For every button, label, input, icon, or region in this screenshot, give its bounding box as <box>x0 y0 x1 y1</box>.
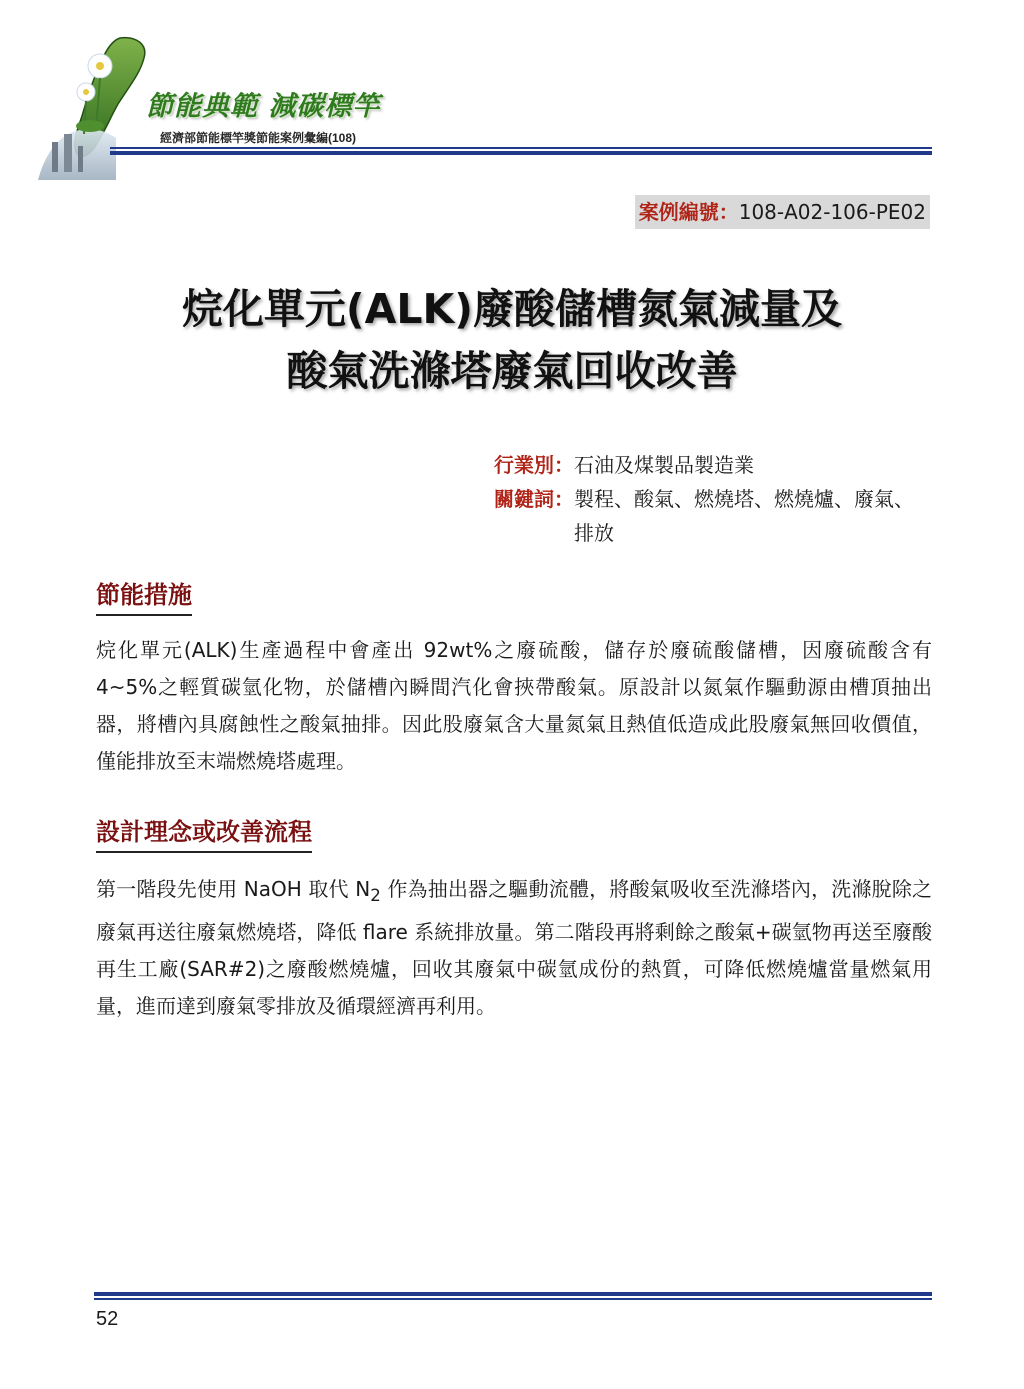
logo-subtitle: 經濟部節能標竿獎節能案例彙編(108) <box>160 131 357 145</box>
case-number-label: 案例編號： <box>638 200 739 224</box>
case-number-value: 108-A02-106-PE02 <box>738 200 926 224</box>
design-body-part-1: 第一階段先使用 NaOH 取代 N <box>96 877 371 901</box>
industry-value: 石油及煤製品製造業 <box>574 453 754 477</box>
header-rule <box>110 147 932 155</box>
case-number-badge <box>635 195 930 229</box>
industry-label: 行業別： <box>494 453 574 477</box>
industry-row <box>494 448 924 482</box>
design-body-part-2: 作為抽出器之驅動流體，將酸氣吸收至洗滌塔內，洗滌脫除之廢氣再送往廢氣燃燒塔，降低 flare 系統排放量。第二階段再將剩餘之酸氣+碳氫物再送至廢酸再生工廠(SAR#2)之廢酸燃燒爐，回收其廢氣中碳氫成份的熱質，可降低燃燒爐當量燃氣用量，進而達到廢氣零排放及循環經濟再利用。 <box>96 877 933 1018</box>
section-heading-energy-measures: 節能措施 <box>96 578 192 616</box>
logo-title: 節能典範 減碳標竿 <box>146 91 381 122</box>
keywords-label: 關鍵詞： <box>494 487 574 511</box>
keywords-value: 製程、酸氣、燃燒塔、燃燒爐、廢氣、排放 <box>574 487 914 545</box>
page-title-line-1: 烷化單元(ALK)廢酸儲槽氮氣減量及 <box>181 285 843 333</box>
page-title <box>0 278 1024 402</box>
design-body-subscript: 2 <box>370 886 381 905</box>
page-number: 52 <box>96 1308 119 1330</box>
section-body-energy-measures: 烷化單元(ALK)生產過程中會產出 92wt%之廢硫酸，儲存於廢硫酸儲槽，因廢硫酸含有 4~5%之輕質碳氫化物，於儲槽內瞬間汽化會挾帶酸氣。原設計以氮氣作驅動源由槽頂抽出器，將槽內具腐蝕性之酸氣抽排。因此股廢氣含大量氮氣且熱值低造成此股廢氣無回收價值，僅能排放至末端燃燒塔處理。 <box>96 638 932 773</box>
section-body-design-concept <box>96 871 932 1025</box>
keywords-row <box>494 482 924 550</box>
section-heading-design-concept: 設計理念或改善流程 <box>96 815 312 853</box>
case-metadata <box>494 448 924 550</box>
footer-rule <box>94 1292 932 1301</box>
page-title-line-2: 酸氣洗滌塔廢氣回收改善 <box>286 347 738 395</box>
